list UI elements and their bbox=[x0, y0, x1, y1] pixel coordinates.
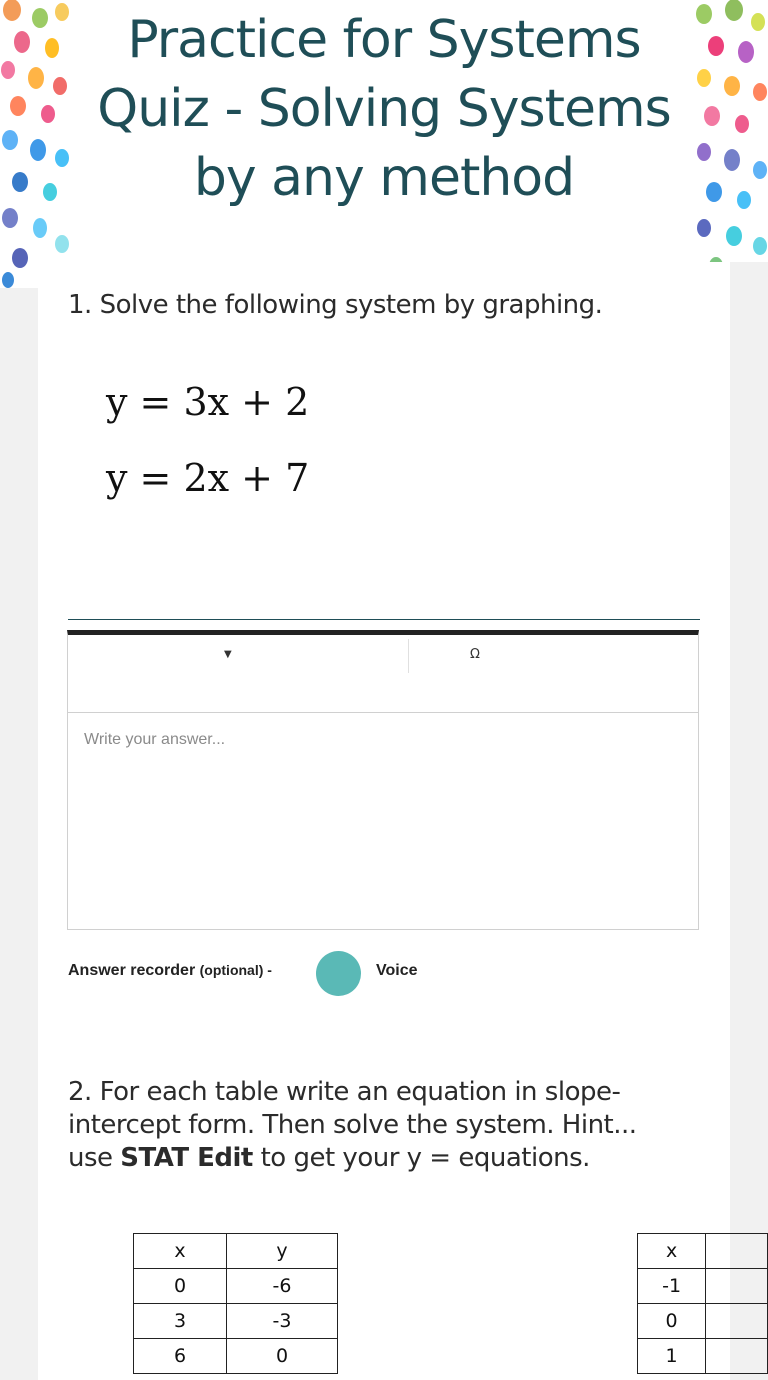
table-cell: 6 bbox=[134, 1339, 227, 1374]
table-row bbox=[134, 1339, 338, 1374]
table-cell bbox=[706, 1339, 768, 1374]
recorder-optional-text: (optional) - bbox=[199, 962, 272, 978]
table-row bbox=[638, 1304, 768, 1339]
answer-recorder-label bbox=[68, 962, 272, 980]
table-2 bbox=[637, 1233, 768, 1374]
question-2-text-bold: STAT Edit bbox=[120, 1143, 253, 1173]
table-cell: -6 bbox=[227, 1269, 338, 1304]
table-cell: 0 bbox=[227, 1339, 338, 1374]
special-character-button[interactable]: Ω bbox=[470, 647, 480, 662]
table-row bbox=[134, 1234, 338, 1269]
table-row bbox=[638, 1339, 768, 1374]
question-2-prompt bbox=[68, 1076, 678, 1175]
question-2-text-end: to get your y = equations. bbox=[252, 1143, 590, 1173]
equation-2: y = 2x + 7 bbox=[106, 456, 310, 500]
table-row bbox=[134, 1269, 338, 1304]
recorder-label-text: Answer recorder bbox=[68, 962, 196, 979]
table-row bbox=[134, 1304, 338, 1339]
table-cell: -1 bbox=[638, 1269, 706, 1304]
table-1 bbox=[133, 1233, 338, 1374]
equation-1: y = 3x + 2 bbox=[106, 380, 310, 424]
table-header-cell bbox=[706, 1234, 768, 1269]
table-header-cell: x bbox=[638, 1234, 706, 1269]
editor-toolbar bbox=[68, 635, 698, 713]
table-cell bbox=[706, 1304, 768, 1339]
table-row bbox=[638, 1234, 768, 1269]
table-cell: 1 bbox=[638, 1339, 706, 1374]
answer-editor[interactable] bbox=[67, 630, 699, 930]
question-2-text-start: 2. For each table write an equation in slope-intercept form. Then solve the system. Hint... use bbox=[68, 1077, 637, 1173]
answer-placeholder[interactable]: Write your answer... bbox=[84, 731, 226, 748]
table-cell: 3 bbox=[134, 1304, 227, 1339]
divider bbox=[68, 619, 700, 620]
table-cell bbox=[706, 1269, 768, 1304]
table-header-cell: x bbox=[134, 1234, 227, 1269]
table-row bbox=[638, 1269, 768, 1304]
question-1-prompt: 1. Solve the following system by graphing. bbox=[68, 290, 603, 320]
record-button[interactable] bbox=[316, 951, 361, 996]
title-card bbox=[76, 0, 692, 262]
table-header-cell: y bbox=[227, 1234, 338, 1269]
table-cell: -3 bbox=[227, 1304, 338, 1339]
chevron-down-icon[interactable]: ▼ bbox=[224, 649, 232, 660]
table-cell: 0 bbox=[134, 1269, 227, 1304]
voice-label: Voice bbox=[376, 962, 418, 979]
page-title: Practice for Systems Quiz - Solving Systems by any method bbox=[97, 10, 671, 208]
page-gutter bbox=[730, 262, 768, 1220]
toolbar-divider bbox=[408, 639, 409, 673]
table-cell: 0 bbox=[638, 1304, 706, 1339]
